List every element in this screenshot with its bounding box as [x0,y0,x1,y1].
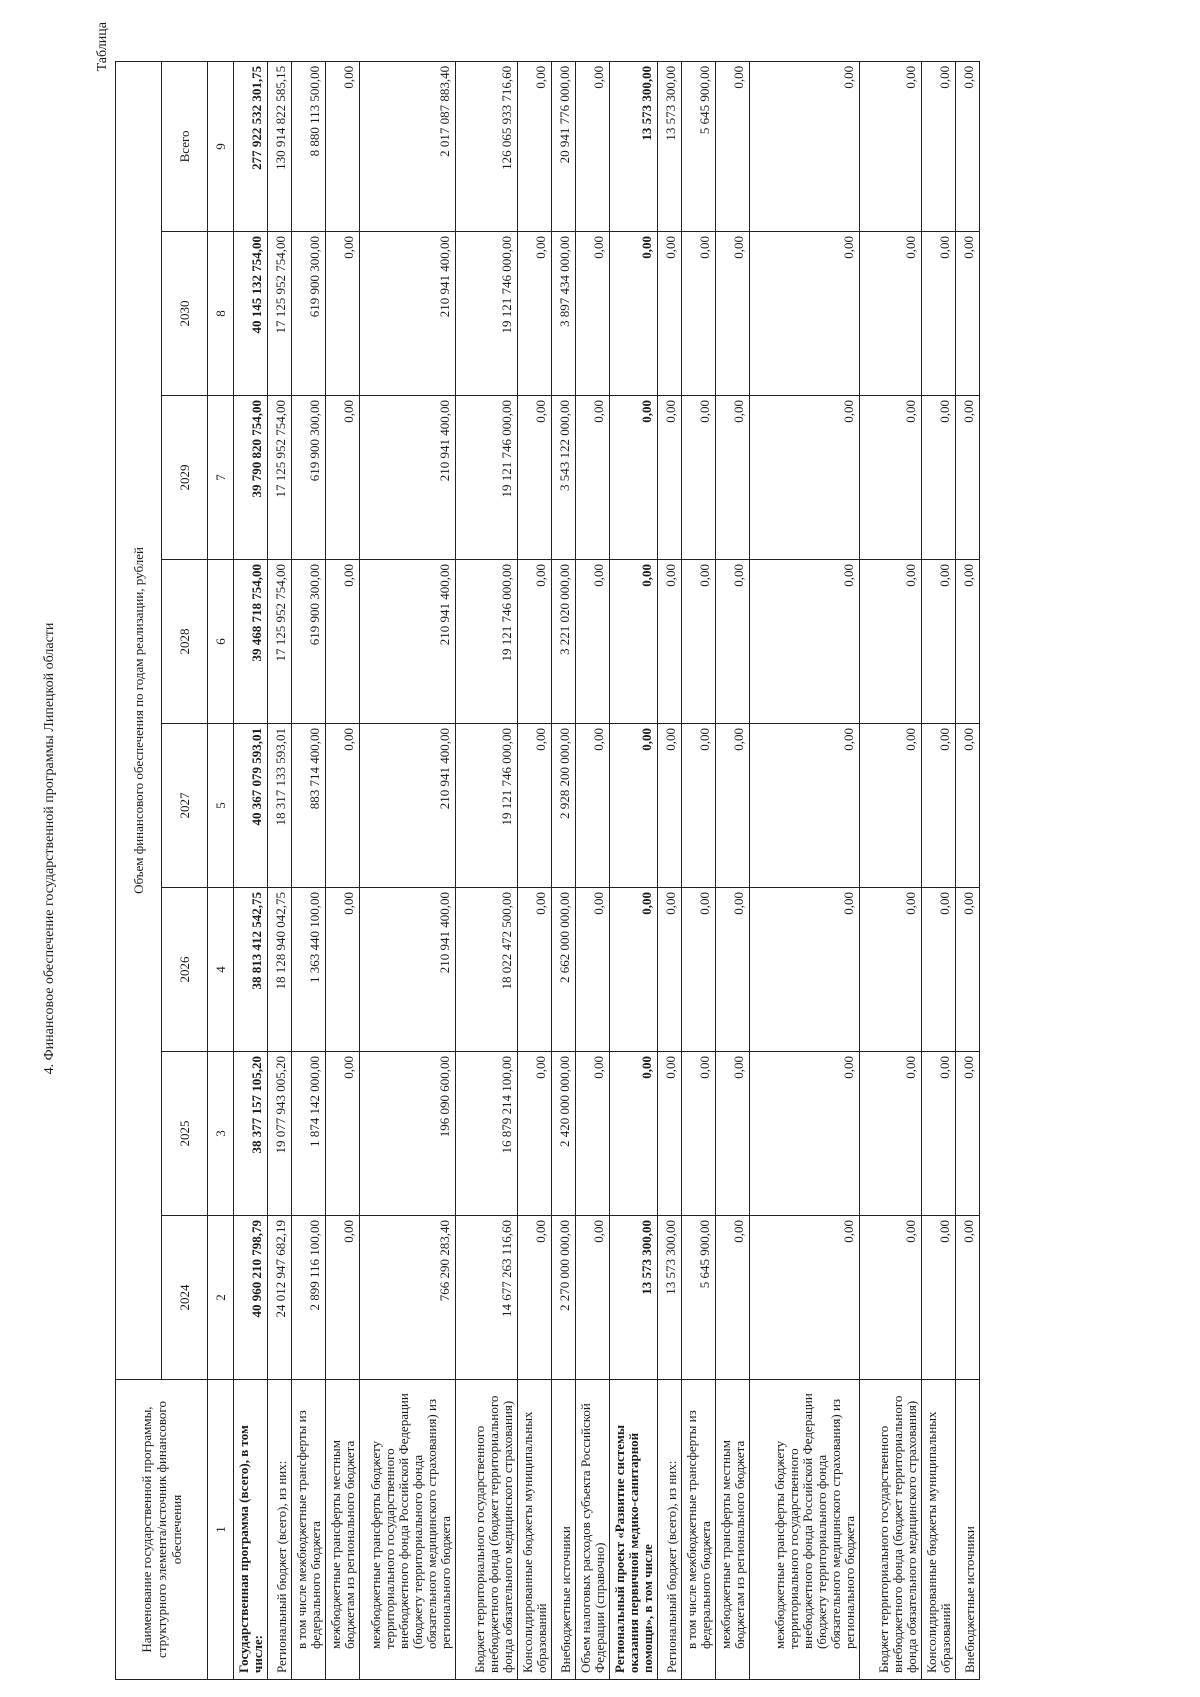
row-year-value: 13 573 300,00 [610,1216,658,1380]
row-year-value: 0,00 [682,396,716,560]
row-total-value: 0,00 [750,61,860,231]
row-label: межбюджетные трансферты бюджету территориального государственного внебюджетного фонда Российской Федерации (бюджету территориального фонда обязательного медицинского страхования) из регионального бюджета [360,1380,456,1680]
row-year-value: 0,00 [326,396,360,560]
header-year: 2024 [162,1216,208,1380]
row-year-value: 0,00 [518,1216,552,1380]
row-year-value: 0,00 [658,232,682,396]
row-year-value: 0,00 [956,560,980,724]
row-year-value: 0,00 [658,724,682,888]
row-year-value: 0,00 [956,232,980,396]
row-label: Объем налоговых расходов субъекта Российской Федерации (справочно) [576,1380,610,1680]
row-label: Государственная программа (всего), в том числе: [234,1380,268,1680]
row-year-value: 0,00 [610,232,658,396]
row-year-value: 19 121 746 000,00 [456,396,518,560]
row-year-value: 0,00 [716,724,750,888]
row-label: Внебюджетные источники [552,1380,576,1680]
row-year-value: 0,00 [922,1216,956,1380]
row-year-value: 1 363 440 100,00 [292,888,326,1052]
row-year-value: 0,00 [576,724,610,888]
row-total-value: 0,00 [716,61,750,231]
row-label: Региональный бюджет (всего), из них: [268,1380,292,1680]
header-name-column: Наименование государственной программы, структурного элемента/источник финансового обеспечения [116,1380,208,1680]
row-year-value: 0,00 [518,232,552,396]
row-year-value: 0,00 [576,396,610,560]
row-year-value: 17 125 952 754,00 [268,560,292,724]
row-year-value: 0,00 [716,1216,750,1380]
row-total-value: 0,00 [326,61,360,231]
row-label: Региональный бюджет (всего), из них: [658,1380,682,1680]
row-label: Внебюджетные источники [956,1380,980,1680]
row-year-value: 0,00 [860,396,922,560]
row-year-value: 0,00 [860,1052,922,1216]
row-year-value: 210 941 400,00 [360,560,456,724]
table-row [750,61,860,1679]
row-year-value: 18 128 940 042,75 [268,888,292,1052]
row-year-value: 0,00 [922,232,956,396]
row-year-value: 0,00 [750,888,860,1052]
row-label: Бюджет территориального государственного внебюджетного фонда (бюджет территориального фонда обязательного медицинского страхования) [456,1380,518,1680]
table-row [518,61,552,1679]
column-number: 6 [208,560,234,724]
row-year-value: 0,00 [610,396,658,560]
row-year-value: 196 090 600,00 [360,1052,456,1216]
row-year-value: 0,00 [326,560,360,724]
row-year-value: 0,00 [658,888,682,1052]
row-total-value: 0,00 [860,61,922,231]
row-year-value: 19 121 746 000,00 [456,232,518,396]
row-year-value: 0,00 [750,232,860,396]
table-label: Таблица [95,22,110,72]
row-year-value: 19 077 943 005,20 [268,1052,292,1216]
row-year-value: 0,00 [922,560,956,724]
row-year-value: 0,00 [682,560,716,724]
row-year-value: 0,00 [518,396,552,560]
row-total-value: 2 017 087 883,40 [360,61,456,231]
row-year-value: 0,00 [956,724,980,888]
row-label: межбюджетные трансферты бюджету территориального государственного внебюджетного фонда Российской Федерации (бюджету территориального фонда обязательного медицинского страхования) из регионального бюджета [750,1380,860,1680]
row-year-value: 210 941 400,00 [360,396,456,560]
row-year-value: 210 941 400,00 [360,724,456,888]
row-total-value: 126 065 933 716,60 [456,61,518,231]
table-row [552,61,576,1679]
table-row [658,61,682,1679]
header-year: 2029 [162,396,208,560]
column-number: 7 [208,396,234,560]
column-number: 9 [208,61,234,231]
row-year-value: 0,00 [576,888,610,1052]
row-year-value: 0,00 [860,724,922,888]
row-year-value: 0,00 [716,396,750,560]
row-year-value: 24 012 947 682,19 [268,1216,292,1380]
row-year-value: 40 367 079 593,01 [234,724,268,888]
row-label: межбюджетные трансферты местным бюджетам из регионального бюджета [326,1380,360,1680]
table-row [292,61,326,1679]
row-year-value: 0,00 [716,560,750,724]
row-label: Региональный проект «Развитие системы оказания первичной медико-санитарной помощи», в том числе [610,1380,658,1680]
row-total-value: 20 941 776 000,00 [552,61,576,231]
financing-table [115,61,980,1680]
row-year-value: 0,00 [326,888,360,1052]
row-year-value: 0,00 [518,560,552,724]
row-year-value: 0,00 [716,888,750,1052]
row-year-value: 0,00 [576,1052,610,1216]
row-year-value: 0,00 [860,1216,922,1380]
row-year-value: 40 145 132 754,00 [234,232,268,396]
table-row [576,61,610,1679]
row-year-value: 0,00 [716,1052,750,1216]
row-total-value: 0,00 [576,61,610,231]
table-row [326,61,360,1679]
row-year-value: 0,00 [518,724,552,888]
row-year-value: 0,00 [750,724,860,888]
row-year-value: 0,00 [860,560,922,724]
column-number: 2 [208,1216,234,1380]
table-row [610,61,658,1679]
row-year-value: 0,00 [860,232,922,396]
row-year-value: 0,00 [956,396,980,560]
row-year-value: 0,00 [326,232,360,396]
row-year-value: 17 125 952 754,00 [268,396,292,560]
row-year-value: 0,00 [956,888,980,1052]
row-year-value: 5 645 900,00 [682,1216,716,1380]
row-label: в том числе межбюджетные трансферты из федерального бюджета [292,1380,326,1680]
row-year-value: 0,00 [682,888,716,1052]
table-row [922,61,956,1679]
row-year-value: 0,00 [750,1216,860,1380]
row-year-value: 0,00 [518,888,552,1052]
row-year-value: 13 573 300,00 [658,1216,682,1380]
row-year-value: 0,00 [682,724,716,888]
table-row [360,61,456,1679]
row-year-value: 0,00 [610,1052,658,1216]
row-year-value: 19 121 746 000,00 [456,560,518,724]
row-year-value: 0,00 [610,560,658,724]
row-year-value: 17 125 952 754,00 [268,232,292,396]
row-year-value: 0,00 [518,1052,552,1216]
row-total-value: 13 573 300,00 [610,61,658,231]
row-total-value: 0,00 [956,61,980,231]
row-year-value: 18 317 133 593,01 [268,724,292,888]
row-year-value: 0,00 [326,724,360,888]
row-year-value: 2 899 116 100,00 [292,1216,326,1380]
row-year-value: 40 960 210 798,79 [234,1216,268,1380]
row-year-value: 39 790 820 754,00 [234,396,268,560]
row-year-value: 0,00 [610,888,658,1052]
row-year-value: 210 941 400,00 [360,888,456,1052]
row-year-value: 1 874 142 000,00 [292,1052,326,1216]
header-group: Объем финансового обеспечения по годам реализации, рублей [116,61,162,1379]
row-label: Бюджет территориального государственного внебюджетного фонда (бюджет территориального фонда обязательного медицинского страхования) [860,1380,922,1680]
row-year-value: 3 221 020 000,00 [552,560,576,724]
row-year-value: 0,00 [716,232,750,396]
table-row [716,61,750,1679]
header-year: 2025 [162,1052,208,1216]
row-year-value: 0,00 [326,1216,360,1380]
row-total-value: 277 922 532 301,75 [234,61,268,231]
row-year-value: 0,00 [750,396,860,560]
table-row [860,61,922,1679]
row-year-value: 16 879 214 100,00 [456,1052,518,1216]
row-year-value: 0,00 [682,232,716,396]
column-number: 8 [208,232,234,396]
row-year-value: 3 897 434 000,00 [552,232,576,396]
row-year-value: 0,00 [326,1052,360,1216]
column-number: 5 [208,724,234,888]
table-row [956,61,980,1679]
row-label: Консолидированные бюджеты муниципальных образований [518,1380,552,1680]
row-year-value: 0,00 [956,1216,980,1380]
header-year: 2030 [162,232,208,396]
row-year-value: 0,00 [922,1052,956,1216]
header-total: Всего [162,61,208,231]
row-year-value: 2 928 200 000,00 [552,724,576,888]
row-year-value: 619 900 300,00 [292,232,326,396]
row-label: межбюджетные трансферты местным бюджетам из регионального бюджета [716,1380,750,1680]
row-year-value: 2 420 000 000,00 [552,1052,576,1216]
header-year: 2027 [162,724,208,888]
row-year-value: 0,00 [658,1052,682,1216]
header-year: 2026 [162,888,208,1052]
header-year: 2028 [162,560,208,724]
row-year-value: 0,00 [922,888,956,1052]
row-year-value: 14 677 263 116,60 [456,1216,518,1380]
table-row [682,61,716,1679]
row-total-value: 0,00 [518,61,552,231]
row-year-value: 0,00 [922,724,956,888]
row-year-value: 0,00 [922,396,956,560]
row-year-value: 0,00 [658,396,682,560]
row-year-value: 3 543 122 000,00 [552,396,576,560]
table-row [268,61,292,1679]
row-year-value: 0,00 [682,1052,716,1216]
column-number: 1 [208,1380,234,1680]
document-title: 4. Финансовое обеспечение государственной программы Липецкой области [42,622,57,1075]
row-year-value: 619 900 300,00 [292,560,326,724]
row-year-value: 0,00 [658,560,682,724]
row-year-value: 38 377 157 105,20 [234,1052,268,1216]
row-year-value: 39 468 718 754,00 [234,560,268,724]
row-year-value: 0,00 [750,1052,860,1216]
row-year-value: 0,00 [610,724,658,888]
row-label: Консолидированные бюджеты муниципальных образований [922,1380,956,1680]
row-year-value: 619 900 300,00 [292,396,326,560]
row-year-value: 18 022 472 500,00 [456,888,518,1052]
row-total-value: 0,00 [922,61,956,231]
row-total-value: 8 880 113 500,00 [292,61,326,231]
row-year-value: 210 941 400,00 [360,232,456,396]
row-year-value: 766 290 283,40 [360,1216,456,1380]
row-year-value: 0,00 [576,560,610,724]
table-row [234,61,268,1679]
row-year-value: 2 662 000 000,00 [552,888,576,1052]
row-label: в том числе межбюджетные трансферты из федерального бюджета [682,1380,716,1680]
row-year-value: 0,00 [576,232,610,396]
row-year-value: 0,00 [860,888,922,1052]
row-total-value: 130 914 822 585,15 [268,61,292,231]
row-year-value: 19 121 746 000,00 [456,724,518,888]
row-total-value: 5 645 900,00 [682,61,716,231]
row-year-value: 0,00 [576,1216,610,1380]
row-year-value: 38 813 412 542,75 [234,888,268,1052]
row-total-value: 13 573 300,00 [658,61,682,231]
row-year-value: 2 270 000 000,00 [552,1216,576,1380]
table-row [456,61,518,1679]
column-number: 3 [208,1052,234,1216]
row-year-value: 0,00 [956,1052,980,1216]
row-year-value: 883 714 400,00 [292,724,326,888]
row-year-value: 0,00 [750,560,860,724]
column-number: 4 [208,888,234,1052]
